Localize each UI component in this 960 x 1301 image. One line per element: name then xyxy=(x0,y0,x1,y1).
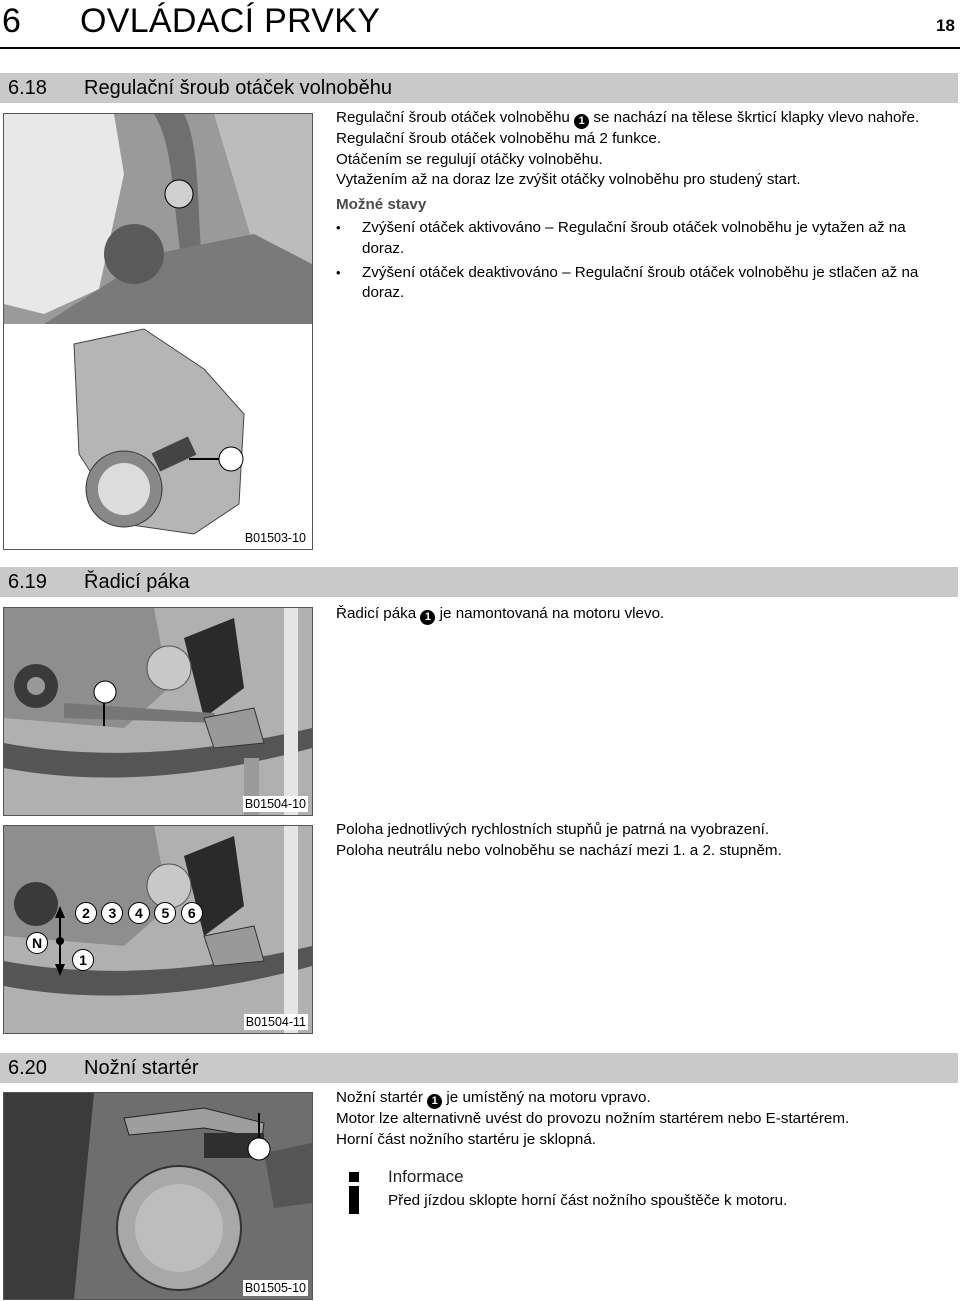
section-title: Řadicí páka xyxy=(84,571,190,593)
page-header xyxy=(0,0,960,48)
paragraph: Horní část nožního startéru je sklopná. xyxy=(336,1130,597,1148)
callout-marker: 1 xyxy=(574,114,589,129)
section-number: 6.19 xyxy=(8,571,47,593)
paragraph: Otáčením se regulují otáčky volnoběhu. xyxy=(336,150,603,168)
kick-starter-figure xyxy=(3,1092,313,1300)
gear-5-marker: 5 xyxy=(154,902,176,924)
section-number: 6.20 xyxy=(8,1057,47,1079)
gear-positions-figure xyxy=(3,825,313,1034)
figure-label: B01504-11 xyxy=(245,1015,306,1029)
paragraph: Poloha neutrálu nebo volnoběhu se nachází mezi 1. a 2. stupněm. xyxy=(336,841,782,859)
info-icon xyxy=(335,1168,375,1216)
section-bar-6-20 xyxy=(0,1053,958,1083)
neutral-marker: N xyxy=(26,932,48,954)
text-span: je umístěný na motoru vpravo. xyxy=(446,1089,651,1106)
gear-labels-upper xyxy=(75,902,203,924)
text-span: Řadicí páka xyxy=(336,605,417,622)
section-6-20-text xyxy=(336,1088,936,1150)
text-span: Regulační šroub otáček volnoběhu xyxy=(336,109,570,126)
section-bar-6-19 xyxy=(0,567,958,597)
paragraph xyxy=(336,1088,936,1109)
gear-4-marker: 4 xyxy=(128,902,150,924)
paragraph: Vytažením až na doraz lze zvýšit otáčky volnoběhu pro studený start. xyxy=(336,171,801,189)
figure-label: B01505-10 xyxy=(244,1281,306,1295)
subheading: Možné stavy xyxy=(336,195,427,213)
section-6-19-text-1 xyxy=(336,604,926,625)
gear-6-marker: 6 xyxy=(181,902,203,924)
text-span: je namontovaná na motoru vlevo. xyxy=(439,605,665,622)
shift-lever-figure xyxy=(3,607,313,816)
section-6-18-text xyxy=(336,108,926,304)
idle-screw-photo xyxy=(4,114,312,549)
idle-screw-figure xyxy=(3,113,313,550)
info-heading: Informace xyxy=(388,1167,464,1186)
callout-marker: 1 xyxy=(420,610,435,625)
chapter-title: OVLÁDACÍ PRVKY xyxy=(80,2,381,40)
figure-label: B01504-10 xyxy=(244,797,306,811)
states-list xyxy=(336,218,926,303)
gear-3-marker: 3 xyxy=(101,902,123,924)
list-item: • Zvýšení otáček aktivováno – Regulační šroub otáček volnoběhu je vytažen až na doraz. xyxy=(336,218,926,259)
info-text: Před jízdou sklopte horní část nožního spouštěče k motoru. xyxy=(388,1192,788,1209)
page-number: 18 xyxy=(936,16,955,35)
text-span: Nožní startér xyxy=(336,1089,423,1106)
section-bar-6-18 xyxy=(0,73,958,103)
chapter-number: 6 xyxy=(2,2,21,40)
section-title: Regulační šroub otáček volnoběhu xyxy=(84,77,392,99)
gear-2-marker: 2 xyxy=(75,902,97,924)
callout-marker: 1 xyxy=(427,1094,442,1109)
header-rule xyxy=(0,47,960,49)
gear-1-marker: 1 xyxy=(72,949,94,971)
text-span: se nachází na tělese škrticí klapky vlevo nahoře. xyxy=(593,109,920,126)
list-item: • Zvýšení otáček deaktivováno – Regulační šroub otáček volnoběhu je stlačen až na doraz. xyxy=(336,263,926,304)
section-6-19-text-2 xyxy=(336,820,936,861)
figure-label: B01503-10 xyxy=(244,531,306,545)
section-number: 6.18 xyxy=(8,77,47,99)
paragraph: Motor lze alternativně uvést do provozu nožním startérem nebo E-startérem. xyxy=(336,1110,850,1127)
shift-lever-photo xyxy=(4,608,312,815)
kick-starter-photo xyxy=(4,1093,312,1299)
gear-positions-photo xyxy=(4,826,312,1033)
paragraph: Regulační šroub otáček volnoběhu má 2 funkce. xyxy=(336,130,662,147)
paragraph xyxy=(336,108,926,129)
section-title: Nožní startér xyxy=(84,1057,199,1079)
paragraph: Poloha jednotlivých rychlostních stupňů je patrná na vyobrazení. xyxy=(336,821,770,838)
